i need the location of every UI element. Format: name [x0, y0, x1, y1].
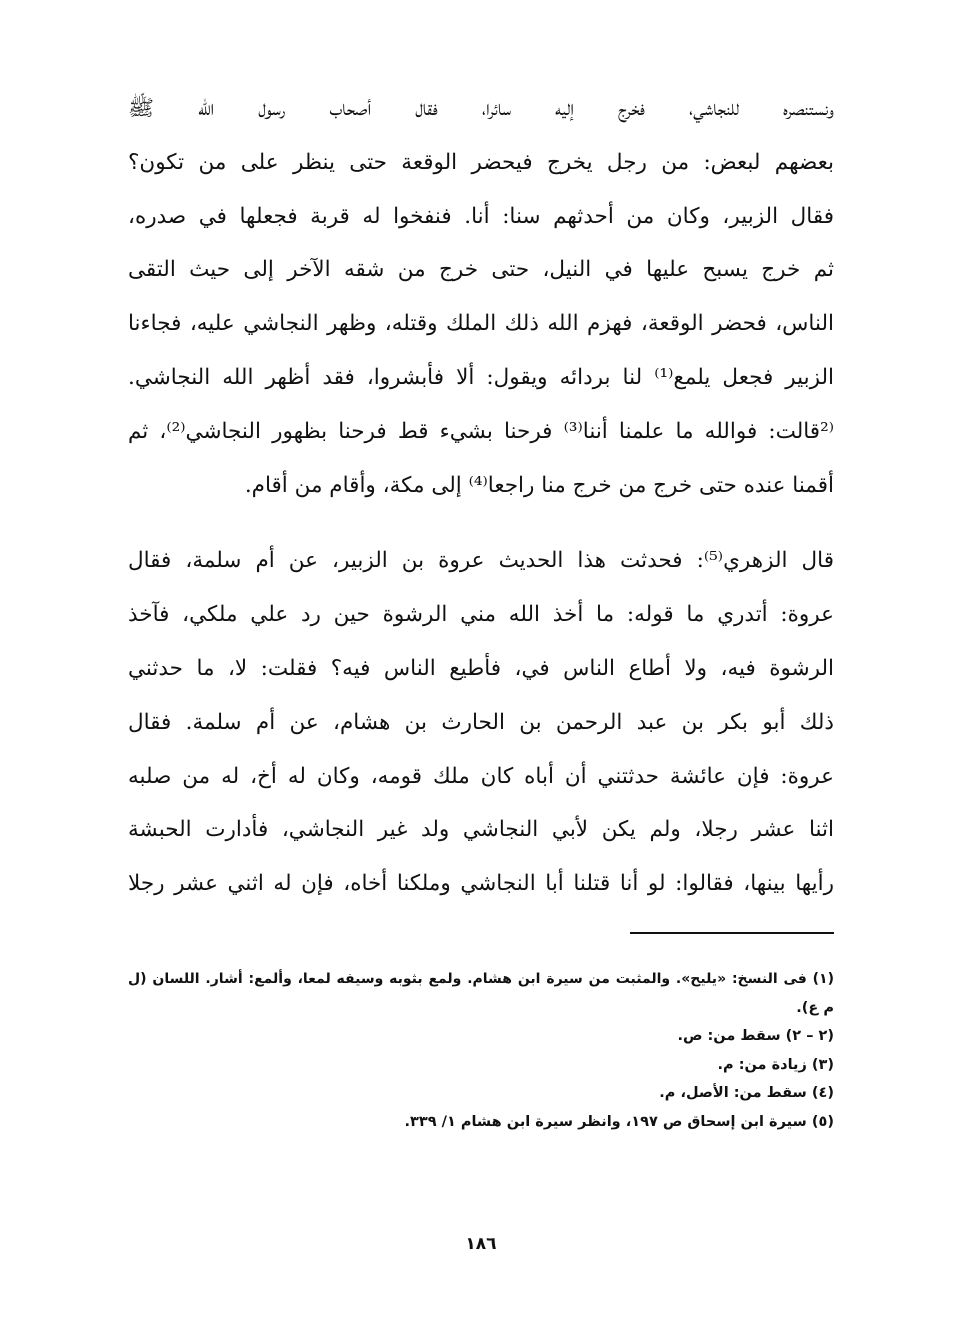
text-line: عروة: فإن عائشة حدثتني أن أباه كان ملك قومه، وكان له أخ، له من صلبه [128, 763, 834, 789]
footnote-line: (٥) سيرة ابن إسحاق ص ١٩٧، وانظر سيرة ابن هشام ١/ ٣٣٩. [404, 1113, 834, 1130]
paragraph-1 [128, 82, 834, 512]
paragraph-spacer [128, 512, 834, 534]
text-line: رأيها بينها، فقالوا: لو أنا قتلنا أبا النجاشي وملكنا أخاه، فإن له اثني عشر رجلا [128, 871, 834, 897]
text-line: قال الزهري⁽⁵⁾: فحدثت هذا الحديث عروة بن الزبير، عن أم سلمة، فقال [128, 548, 834, 574]
text-line: أقمنا عنده حتى خرج من خرج منا راجعا⁽⁴⁾ إلى مكة، وأقام من أقام. [244, 472, 834, 498]
text-line: بعضهم لبعض: من رجل يخرج فيحضر الوقعة حتى ينظر على من تكون؟ [128, 149, 834, 175]
text-line: ثم خرج يسبح عليها في النيل، حتى خرج من شقه الآخر إلى حيث التقى [128, 257, 834, 283]
footnotes [128, 965, 834, 1136]
footnote-line: (٤) سقط من: الأصل، م. [659, 1085, 834, 1101]
text-line: ونستنصره للنجاشي، فخرج إليه سائرا، فقال أصحاب رسول الله ﷺ [128, 96, 834, 121]
text-line: الناس، فحضر الوقعة، فهزم الله ذلك الملك وقتله، وظهر النجاشي عليه، فجاءنا [128, 311, 834, 337]
footnote-line: (١) فى النسخ: «يليح». والمثبت من سيرة ابن هشام. ولمع بثوبه وسيفه لمعا، وألمع: أشار. اللسان (ل [128, 971, 834, 987]
page-number: ١٨٦ [465, 1234, 497, 1254]
footnote-line: (٣) زيادة من: م. [717, 1056, 834, 1073]
text-line: اثنا عشر رجلا، ولم يكن لأبي النجاشي ولد غير النجاشي، فأدارت الحبشة [128, 817, 834, 843]
footnote-line: (٢ – ٢) سقط من: ص. [677, 1028, 834, 1044]
paragraph-2 [128, 534, 834, 911]
footnote-separator [630, 932, 834, 934]
footnote-line: م ع). [796, 999, 834, 1016]
text-line: الزبير فجعل يلمع⁽¹⁾ لنا بردائه ويقول: ألا فأبشروا، فقد أظهر الله النجاشي. [128, 364, 834, 390]
main-text [128, 82, 834, 911]
text-line: عروة: أتدري ما قوله: ما أخذ الله مني الرشوة حين رد علي ملكي، فآخذ [128, 602, 834, 628]
text-line: الرشوة فيه، ولا أطاع الناس في، فأطيع الناس فيه؟ فقلت: لا، ما حدثني [128, 655, 834, 681]
text-line: ذلك أبو بكر بن عبد الرحمن بن الحارث بن هشام، عن أم سلمة. فقال [128, 709, 834, 735]
text-line: فقال الزبير، وكان من أحدثهم سنا: أنا. فنفخوا له قربة فجعلها في صدره، [128, 203, 834, 229]
text-line: ⁽²قالت: فوالله ما علمنا أننا⁽³⁾ فرحنا بشيء قط فرحنا بظهور النجاشي⁽²⁾، ثم [128, 418, 834, 444]
